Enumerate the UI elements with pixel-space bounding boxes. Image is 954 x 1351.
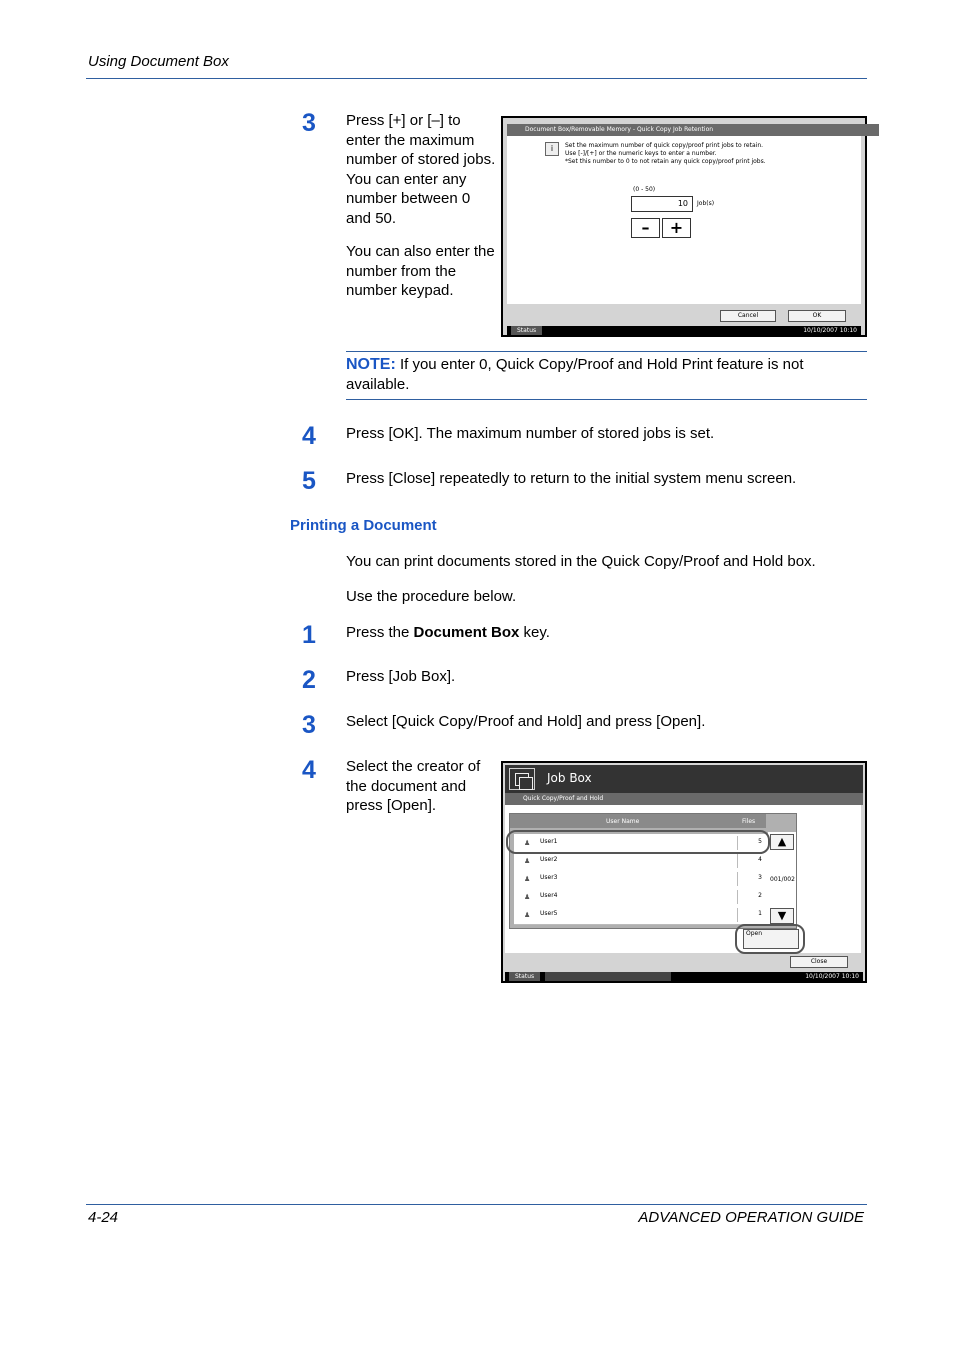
step-text-key: Document Box: [413, 624, 520, 641]
user-icon: ♟: [524, 911, 531, 919]
step-text: Press [OK]. The maximum number of stored jobs is set.: [346, 425, 715, 442]
table-row[interactable]: [514, 852, 768, 871]
box-subtitle: Quick Copy/Proof and Hold: [505, 793, 863, 805]
col-user-name: User Name: [606, 818, 640, 825]
job-box-icon: [509, 768, 535, 790]
file-count: 5: [758, 838, 762, 845]
user-icon: ♟: [524, 839, 531, 847]
guide-title: ADVANCED OPERATION GUIDE: [638, 1209, 864, 1226]
note-rule-bottom: [346, 399, 867, 400]
step-number: 2: [302, 666, 316, 694]
job-box-header: [505, 765, 863, 793]
quick-copy-retention-screen: [501, 116, 867, 337]
selection-highlight: [506, 830, 770, 854]
info-line-3: *Set this number to 0 to not retain any quick copy/proof print jobs.: [565, 158, 766, 165]
scroll-up-button[interactable]: ▲: [770, 834, 794, 850]
page-number: 4-24: [88, 1209, 119, 1226]
note-rule-top: [346, 351, 867, 352]
info-icon: i: [545, 142, 559, 156]
open-button[interactable]: Open: [743, 929, 799, 949]
user-name: User3: [540, 874, 558, 881]
step-number: 3: [302, 711, 316, 739]
note-text: If you enter 0, Quick Copy/Proof and Hold Print feature is not available.: [346, 356, 804, 393]
status-datetime: 10/10/2007 10:10: [803, 327, 857, 334]
user-name: User5: [540, 910, 558, 917]
note-label: NOTE:: [346, 356, 396, 373]
section-para-1: You can print documents stored in the Quick Copy/Proof and Hold box.: [346, 553, 816, 570]
step-text: Press [Job Box].: [346, 668, 456, 685]
step-number: 3: [302, 109, 316, 137]
table-row[interactable]: [514, 888, 768, 907]
range-label: (0 - 50): [633, 186, 656, 193]
screen-body: [505, 805, 861, 953]
plus-button[interactable]: +: [662, 218, 691, 238]
job-count-field[interactable]: 10: [631, 196, 693, 212]
step-text: Press [Close] repeatedly to return to the initial system menu screen.: [346, 470, 797, 487]
status-button[interactable]: Status: [509, 972, 540, 981]
screen-title: Document Box/Removable Memory - Quick Copy Job Retention: [507, 124, 879, 136]
step-text-pre: Press the: [346, 624, 414, 641]
table-row[interactable]: [514, 870, 768, 889]
user-icon: ♟: [524, 857, 531, 865]
step-extra-text: You can also enter the number from the number keypad.: [346, 243, 495, 299]
step-number: 5: [302, 467, 316, 495]
status-message-area: [545, 972, 671, 981]
unit-label: Job(s): [697, 200, 715, 207]
scroll-down-button[interactable]: ▼: [770, 908, 794, 924]
section-para-2: Use the procedure below.: [346, 588, 517, 605]
note: [346, 355, 856, 394]
step-number: 4: [302, 422, 316, 450]
step-text: [346, 623, 550, 643]
job-box-screen: [501, 761, 867, 983]
section-heading: Printing a Document: [290, 517, 437, 534]
info-line-2: Use [-]/[+] or the numeric keys to enter a number.: [565, 150, 717, 157]
step-text: Select [Quick Copy/Proof and Hold] and press [Open].: [346, 713, 706, 730]
file-count: 1: [758, 910, 762, 917]
footer-rule: [86, 1204, 867, 1205]
status-bar: [507, 326, 861, 335]
running-header: Using Document Box: [88, 53, 229, 70]
scroll-area: [768, 832, 796, 926]
minus-button[interactable]: –: [631, 218, 660, 238]
user-name: User2: [540, 856, 558, 863]
header-rule: [86, 78, 867, 79]
user-name: User1: [540, 838, 558, 845]
table-row[interactable]: [514, 906, 768, 925]
step-text: Press [+] or [–] to enter the maximum number of stored jobs. You can enter any number between 0 and 50.: [346, 112, 496, 227]
status-datetime: 10/10/2007 10:10: [805, 973, 859, 980]
page-indicator: 001/002: [770, 876, 795, 883]
list-header: [510, 814, 766, 828]
screen-body: [507, 136, 861, 304]
step-text: Select the creator of the document and press [Open].: [346, 758, 481, 814]
screen-title: Job Box: [547, 771, 592, 785]
status-button[interactable]: Status: [511, 326, 542, 335]
close-button[interactable]: Close: [790, 956, 848, 968]
col-files: Files: [742, 818, 756, 825]
cancel-button[interactable]: Cancel: [720, 310, 776, 322]
ok-button[interactable]: OK: [788, 310, 846, 322]
user-name: User4: [540, 892, 558, 899]
user-icon: ♟: [524, 893, 531, 901]
step-number: 4: [302, 756, 316, 784]
user-icon: ♟: [524, 875, 531, 883]
file-count: 4: [758, 856, 762, 863]
info-line-1: Set the maximum number of quick copy/proof print jobs to retain.: [565, 142, 764, 149]
open-highlight: [735, 924, 805, 954]
step-text-post: key.: [519, 624, 550, 641]
status-bar: [505, 972, 863, 981]
file-count: 3: [758, 874, 762, 881]
file-count: 2: [758, 892, 762, 899]
step-number: 1: [302, 621, 316, 649]
